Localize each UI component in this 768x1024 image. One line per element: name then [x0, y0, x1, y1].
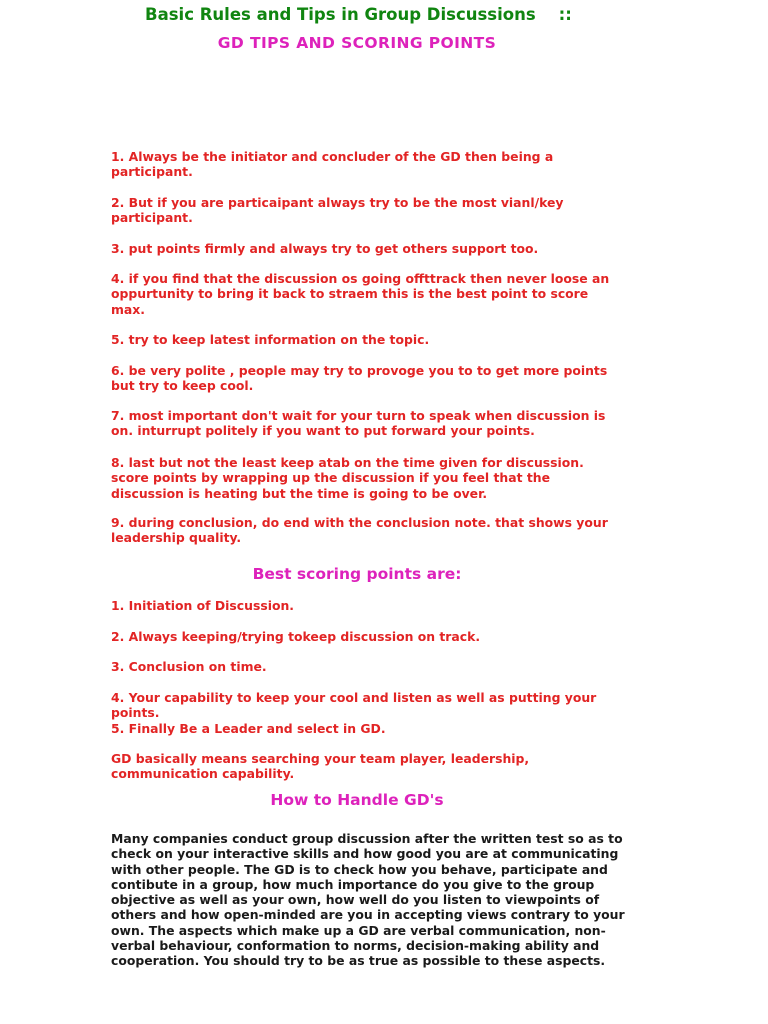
page-title: Basic Rules and Tips in Group Discussions :: — [145, 5, 572, 24]
handle-paragraph: Many companies conduct group discussion after the written test so as to check on your interactive skills and how good you are at communicating with other people. The GD is to check how you behave, participate and contibute in a group, how much importance do you give to the group objective as well as your own, how well do you listen to viewpoints of others and how open-minded are you in accepting views contrary to your own. The aspects which make up a GD are verbal communication, non-verbal behaviour, conformation to norms, decision-making ability and cooperation. You should try to be as true as possible to these aspects. — [111, 831, 625, 969]
tip-item: 6. be very polite , people may try to provoge you to to get more points but try to keep cool. — [111, 363, 608, 394]
handle-heading: How to Handle GD's — [270, 791, 444, 809]
tip-item: 2. But if you are particaipant always try to be the most vianl/key participant. — [111, 195, 564, 226]
gd-summary: GD basically means searching your team player, leadership, communication capability. — [111, 751, 530, 782]
scoring-item: 4. Your capability to keep your cool and listen as well as putting your points. — [111, 690, 597, 721]
scoring-item: 5. Finally Be a Leader and select in GD. — [111, 721, 386, 736]
tip-item: 8. last but not the least keep atab on the time given for discussion. score points by wrapping up the discussion if you feel that the discussion is heating but the time is going to be over. — [111, 455, 584, 501]
page-subtitle: GD TIPS AND SCORING POINTS — [217, 34, 497, 52]
scoring-item: 2. Always keeping/trying tokeep discussion on track. — [111, 629, 481, 644]
tip-item: 3. put points firmly and always try to get others support too. — [111, 241, 539, 256]
tip-item: 1. Always be the initiator and concluder of the GD then being a participant. — [111, 149, 554, 180]
scoring-item: 1. Initiation of Discussion. — [111, 598, 294, 613]
tip-item: 9. during conclusion, do end with the conclusion note. that shows your leadership quality. — [111, 515, 608, 546]
tip-item: 5. try to keep latest information on the topic. — [111, 332, 430, 347]
scoring-item: 3. Conclusion on time. — [111, 659, 267, 674]
tip-item: 4. if you find that the discussion os going offttrack then never loose an oppurtunity to bring it back to straem this is the best point to score max. — [111, 271, 610, 317]
scoring-heading: Best scoring points are: — [252, 565, 462, 583]
tip-item: 7. most important don't wait for your turn to speak when discussion is on. inturrupt politely if you want to put forward your points. — [111, 408, 606, 439]
